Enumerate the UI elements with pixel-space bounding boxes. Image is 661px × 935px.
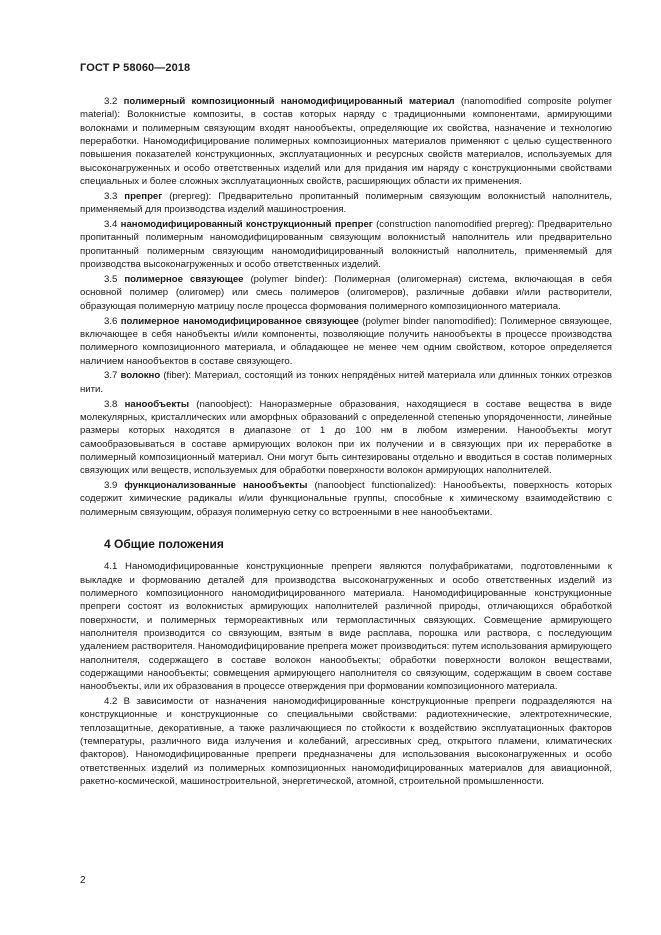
definition-number: 3.7 xyxy=(104,370,118,382)
standard-header: ГОСТ Р 58060—2018 xyxy=(80,62,191,74)
definition-text: (nanoobject functionalized): Нанообъекты, поверхность которых содержит химические радикалы и/или функциональные группы, способные к химическому взаимодействию с полимерным связующим, образуя полимерную сетку со встроенными в нее нанообъектами. xyxy=(80,480,612,518)
definition-number: 3.3 xyxy=(104,190,118,202)
definition-text: (fiber): Материал, состоящий из тонких непрядёных нитей материала или длинных тонких отрезков нити. xyxy=(80,370,612,395)
definition-text: (polymer binder): Полимерная (олигомерная) система, включающая в себя основной полимер (олигомер) или смесь полимеров (олигомеров), различные добавки и/или растворители, образующая полимерную матрицу после процесса формования полимерного композиционного материала. xyxy=(80,273,612,312)
definition-3-3 xyxy=(80,190,612,217)
definition-3-9 xyxy=(80,479,612,519)
definition-number: 3.8 xyxy=(104,398,118,410)
definition-3-7 xyxy=(80,369,612,396)
definition-term: наномодифицированный конструкционный препрег xyxy=(120,219,373,231)
definition-term: полимерное наномодифицированное связующее xyxy=(120,315,359,327)
definition-3-2 xyxy=(80,95,612,188)
definition-term: волокно xyxy=(120,370,161,382)
definition-term: нанообъекты xyxy=(124,398,190,410)
definition-3-8 xyxy=(80,398,612,478)
page-number: 2 xyxy=(80,875,86,886)
definition-text: (polymer binder nanomodified): Полимерное связующее, включающее в себя нанобъекты и/или компоненты, позволяющие получить нанообъекты в процессе производства полимерного композиционного материала, и обладающее не менее чем одним свойством, которое определяется наличием нанообъектов в составе связующего. xyxy=(80,315,612,367)
definition-number: 3.2 xyxy=(104,96,118,107)
definition-3-4 xyxy=(80,218,612,271)
definition-text: (nanoobject): Наноразмерные образования, находящиеся в составе вещества в виде молекулярных, кристаллических или аморфных образований с определенной степенью упорядоченности, линейные размеры которых находятся в диапазоне от 1 до 100 нм в любом измерении. Нанообъекты могут самообразовываться в составе армирующих волокон при их получении и в связующих при их переработке в полимерный композиционный материал. Они могут быть синтезированы отдельно и вводиться в состав полимерных связующих или веществ, используемых для обработки поверхности волокон армирующих наполнителей. xyxy=(80,398,612,477)
definition-number: 3.5 xyxy=(104,273,118,285)
definition-number: 3.6 xyxy=(104,315,118,327)
paragraph-4-1: 4.1 Наномодифицированные конструкционные препреги являются полуфабрикатами, подготовленными к выкладке и формованию деталей для производства высоконагруженных и особо ответственных изделий из полимерного композиционного наномодифицированного материала. Наномодифицированные конструкционные препреги состоят из волокнистых армирующих наполнителей различной природы, отличающихся обработкой поверхности, и полимерных термореактивных или термопластичных связующих. Совмещение армирующего наполнителя производится со связующим, взятым в виде расплава, порошка или раствора, с последующим удалением растворителя. Наномодифицирование препрега может производиться: путем использования армирующего наполнителя, содержащего в составе волокон нанообъекты; обработки поверхности волокон веществами, содержащими нанообъекты; совмещения армирующего наполнителя со связующим, содержащим в своем составе нанообъекты, или их образования в процессе отверждения при формовании композиционного материала. xyxy=(80,561,612,693)
definition-number: 3.9 xyxy=(104,480,118,492)
section-heading: 4 Общие положения xyxy=(104,537,224,552)
definition-text: (prepreg): Предварительно пропитанный полимерным связующим волокнистый наполнитель, применяемый для производства изделий машиностроения. xyxy=(80,190,612,216)
definition-text: (construction nanomodified prepreg): Предварительно пропитанный полимерным наномодифицированным связующим волокнистый наполнитель или предварительно пропитанный полимерным связующим наномодифицированный волокнистый наполнитель, применяемый для производства высоконагруженных и особо ответственных изделий. xyxy=(80,219,613,271)
definition-text: (nanomodified composite polymer material): Волокнистые композиты, в состав которых наряду с традиционными компонентами, армирующими волокнами и полимерным связующим входят нанообъекты, определяющие их свойства, назначение и технологию переработки. Наномодифицирование полимерных композиционных материалов применяют с целью существенного повышения показателей конструкционных, эксплуатационных и ресурсных свойств материалов, используемых для высоконагруженных и особо ответственных изделий или для придания им наряду с конструкционными свойствами специальных и более сложных эксплуатационных свойств, расширяющих области их применения. xyxy=(80,96,613,188)
paragraph-4-2: 4.2 В зависимости от назначения наномодифицированные конструкционные препреги подразделяются на конструкционные и конструкционные со специальными свойствами: радиотехнические, электротехнические, теплозащитные, декоративные, а также различающиеся по стойкости к воздействию эксплуатационных факторов (температуры, различного вида излучения и колебаний, агрессивных сред, открытого пламени, климатических факторов). Наномодифицированные препреги предназначены для использования высоконагруженных и особо ответственных изделий из полимерных композиционных наномодифицированных материалов для авиационной, ракетно-космической, машиностроительной, энергетической, атомной, строительной промышленности. xyxy=(80,696,612,788)
document-body xyxy=(80,95,612,790)
definition-3-6 xyxy=(80,315,612,368)
definition-term: полимерный композиционный наномодифицированный материал xyxy=(123,96,455,107)
definition-term: функционализованные нанообъекты xyxy=(124,480,308,492)
definition-term: полимерное связующее xyxy=(124,273,244,285)
definition-term: препрег xyxy=(124,190,163,202)
definition-3-5 xyxy=(80,273,612,313)
definition-number: 3.4 xyxy=(104,219,118,231)
